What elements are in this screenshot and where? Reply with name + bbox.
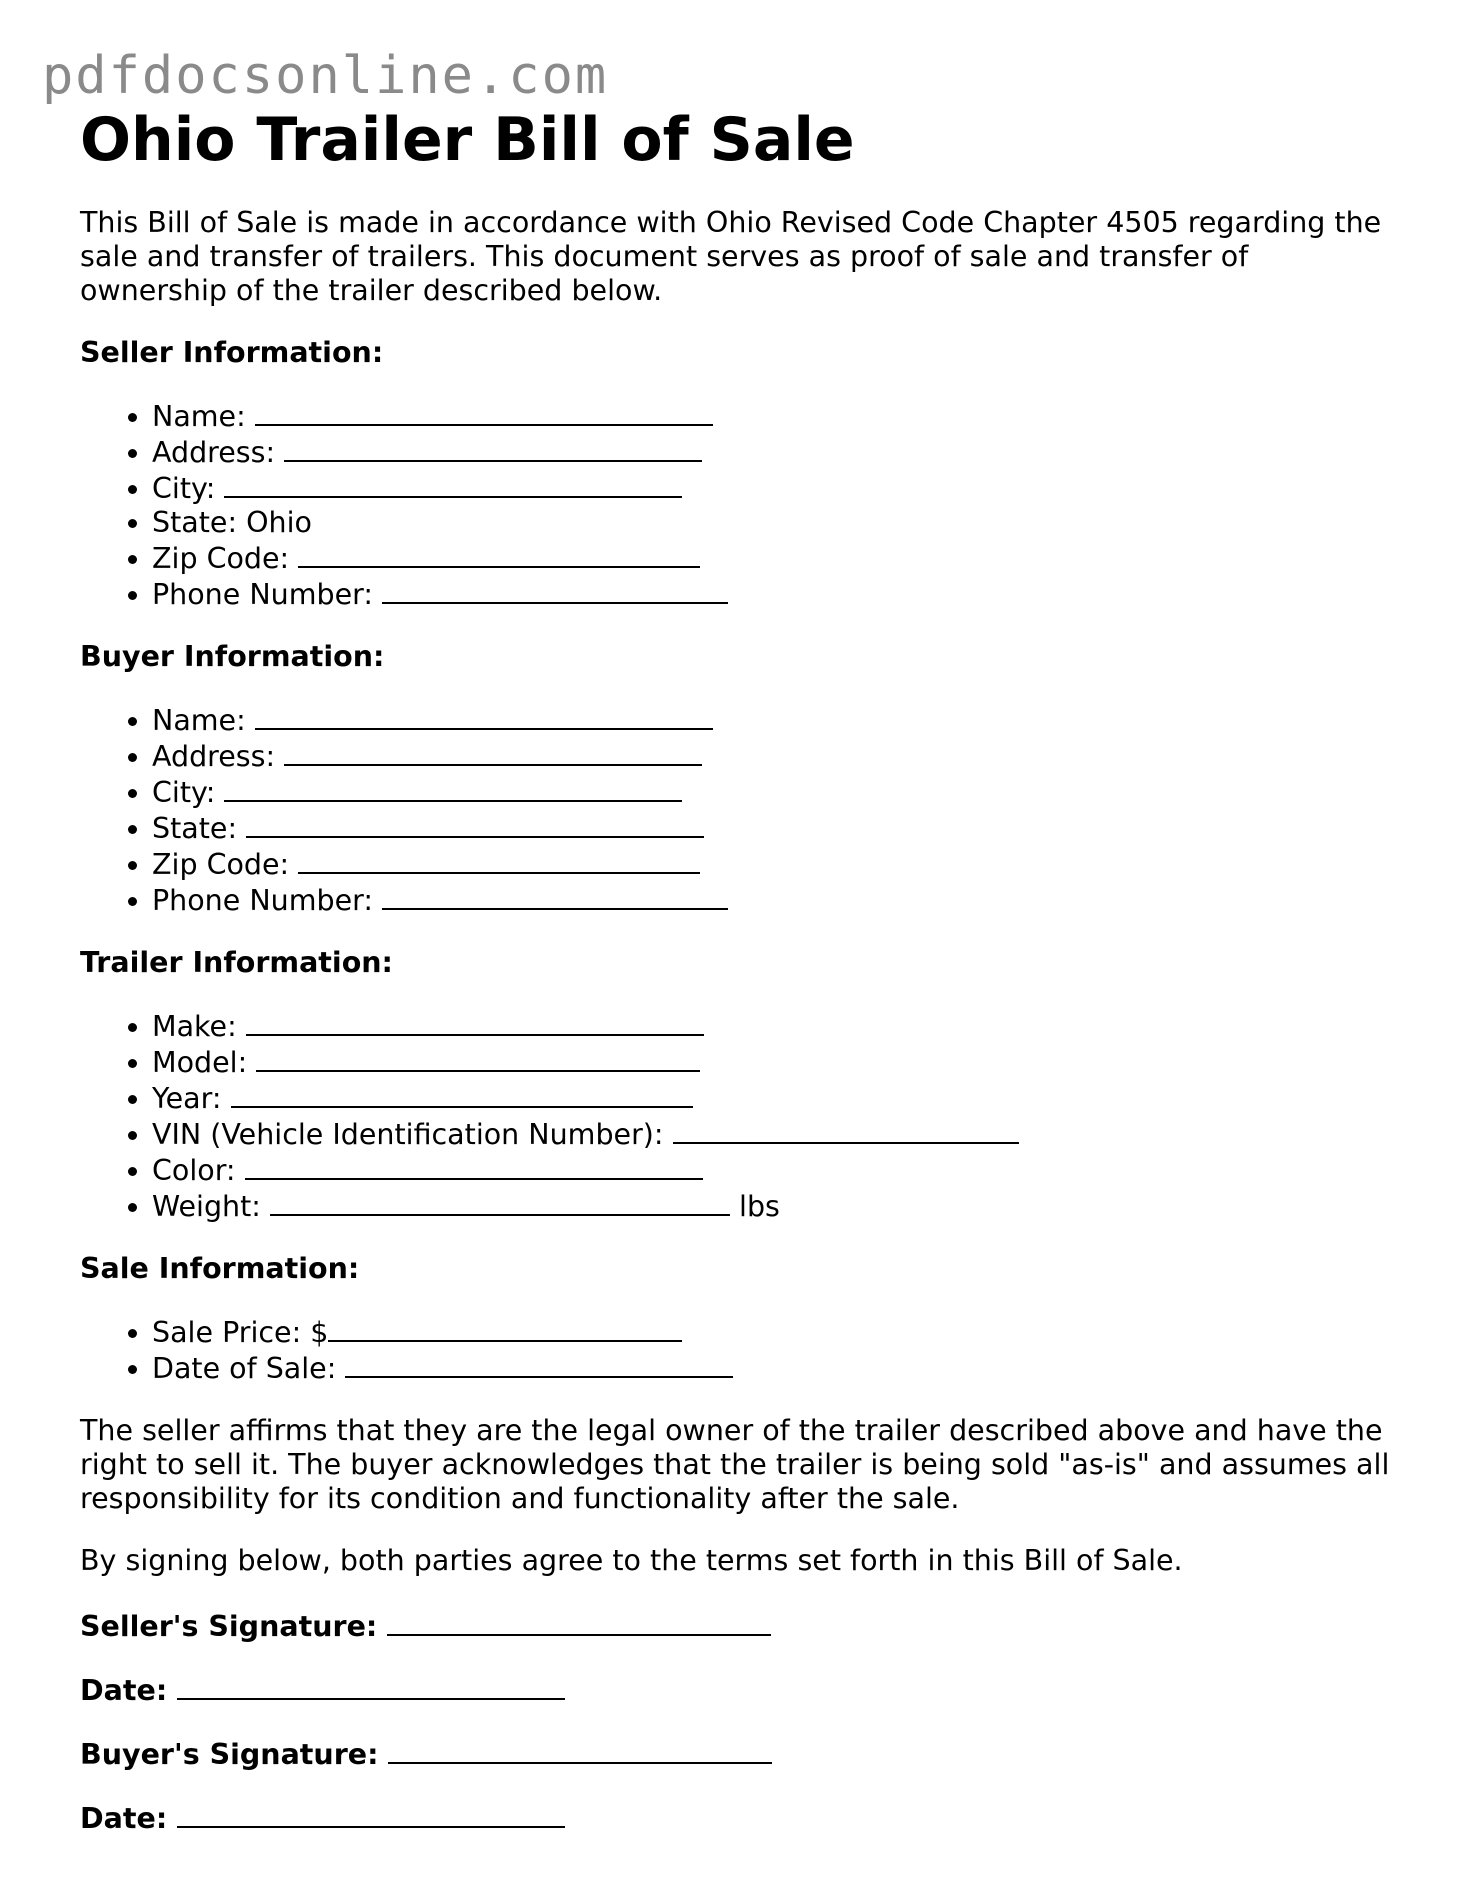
sale-date-blank[interactable]	[345, 1350, 733, 1378]
watermark: pdfdocsonline.com	[42, 46, 609, 106]
seller-phone-blank[interactable]	[382, 576, 728, 604]
trailer-vin-blank[interactable]	[673, 1116, 1019, 1144]
seller-address-item	[152, 434, 1400, 470]
seller-phone-item	[152, 576, 1400, 612]
buyer-name-label: Name:	[152, 704, 246, 737]
trailer-color-blank[interactable]	[245, 1152, 703, 1180]
trailer-color-item	[152, 1152, 1400, 1188]
trailer-year-label: Year:	[152, 1082, 222, 1115]
buyer-signature-blank[interactable]	[388, 1736, 772, 1764]
seller-fields	[80, 398, 1400, 612]
document-page	[80, 104, 1400, 1836]
trailer-weight-label: Weight:	[152, 1190, 261, 1223]
buyer-city-item	[152, 774, 1400, 810]
buyer-state-blank[interactable]	[246, 810, 704, 838]
seller-date-row	[80, 1672, 1400, 1708]
seller-zip-label: Zip Code:	[152, 542, 290, 575]
trailer-weight-unit: lbs	[739, 1190, 780, 1223]
sale-price-label: Sale Price: $	[152, 1316, 329, 1349]
affirmation-paragraph: The seller affirms that they are the legal owner of the trailer described above and have the right to sell it. The buyer acknowledges that the trailer is being sold "as-is" and assumes all responsibility for its condition and functionality after the sale.	[80, 1414, 1390, 1515]
sale-date-label: Date of Sale:	[152, 1352, 337, 1385]
buyer-phone-blank[interactable]	[382, 882, 728, 910]
trailer-weight-blank[interactable]	[270, 1188, 730, 1216]
buyer-heading: Buyer Information:	[80, 640, 385, 673]
sale-date-item	[152, 1350, 1400, 1386]
buyer-state-item	[152, 810, 1400, 846]
trailer-fields	[80, 1008, 1400, 1224]
buyer-city-blank[interactable]	[224, 774, 682, 802]
buyer-address-label: Address:	[152, 740, 276, 773]
seller-name-label: Name:	[152, 400, 246, 433]
seller-state-label: State: Ohio	[152, 506, 312, 539]
seller-signature-blank[interactable]	[387, 1608, 771, 1636]
buyer-phone-item	[152, 882, 1400, 918]
buyer-state-label: State:	[152, 812, 238, 845]
seller-city-item	[152, 470, 1400, 506]
seller-address-label: Address:	[152, 436, 276, 469]
agreement-paragraph: By signing below, both parties agree to the terms set forth in this Bill of Sale.	[80, 1544, 1183, 1577]
buyer-fields	[80, 702, 1400, 918]
seller-zip-blank[interactable]	[298, 540, 700, 568]
buyer-signature-label: Buyer's Signature:	[80, 1738, 379, 1771]
trailer-year-blank[interactable]	[231, 1080, 693, 1108]
buyer-address-blank[interactable]	[284, 738, 702, 766]
trailer-year-item	[152, 1080, 1400, 1116]
trailer-heading: Trailer Information:	[80, 946, 393, 979]
trailer-vin-label: VIN (Vehicle Identification Number):	[152, 1118, 664, 1151]
trailer-model-blank[interactable]	[256, 1044, 700, 1072]
buyer-zip-label: Zip Code:	[152, 848, 290, 881]
seller-state-item	[152, 506, 1400, 540]
document-title: Ohio Trailer Bill of Sale	[80, 105, 855, 175]
buyer-name-blank[interactable]	[255, 702, 713, 730]
buyer-city-label: City:	[152, 776, 216, 809]
seller-name-blank[interactable]	[255, 398, 713, 426]
sale-price-blank[interactable]	[328, 1314, 682, 1342]
buyer-date-label: Date:	[80, 1802, 168, 1835]
seller-zip-item	[152, 540, 1400, 576]
buyer-signature-row	[80, 1736, 1400, 1772]
buyer-date-blank[interactable]	[177, 1800, 565, 1828]
sale-fields	[80, 1314, 1400, 1386]
seller-date-blank[interactable]	[177, 1672, 565, 1700]
buyer-zip-item	[152, 846, 1400, 882]
trailer-vin-item	[152, 1116, 1400, 1152]
trailer-color-label: Color:	[152, 1154, 236, 1187]
buyer-address-item	[152, 738, 1400, 774]
seller-date-label: Date:	[80, 1674, 168, 1707]
seller-name-item	[152, 398, 1400, 434]
trailer-make-blank[interactable]	[246, 1008, 704, 1036]
seller-city-blank[interactable]	[224, 470, 682, 498]
trailer-model-item	[152, 1044, 1400, 1080]
seller-signature-row	[80, 1608, 1400, 1644]
buyer-date-row	[80, 1800, 1400, 1836]
buyer-name-item	[152, 702, 1400, 738]
trailer-make-item	[152, 1008, 1400, 1044]
sale-heading: Sale Information:	[80, 1252, 360, 1285]
seller-signature-label: Seller's Signature:	[80, 1610, 378, 1643]
seller-address-blank[interactable]	[284, 434, 702, 462]
trailer-weight-item	[152, 1188, 1400, 1224]
seller-city-label: City:	[152, 472, 216, 505]
trailer-make-label: Make:	[152, 1010, 237, 1043]
seller-heading: Seller Information:	[80, 336, 384, 369]
seller-phone-label: Phone Number:	[152, 578, 373, 611]
trailer-model-label: Model:	[152, 1046, 248, 1079]
buyer-phone-label: Phone Number:	[152, 884, 373, 917]
intro-paragraph: This Bill of Sale is made in accordance with Ohio Revised Code Chapter 4505 regarding the sale and transfer of trailers. This document serves as proof of sale and transfer of ownership of the trailer described below.	[80, 206, 1382, 307]
buyer-zip-blank[interactable]	[298, 846, 700, 874]
sale-price-item	[152, 1314, 1400, 1350]
